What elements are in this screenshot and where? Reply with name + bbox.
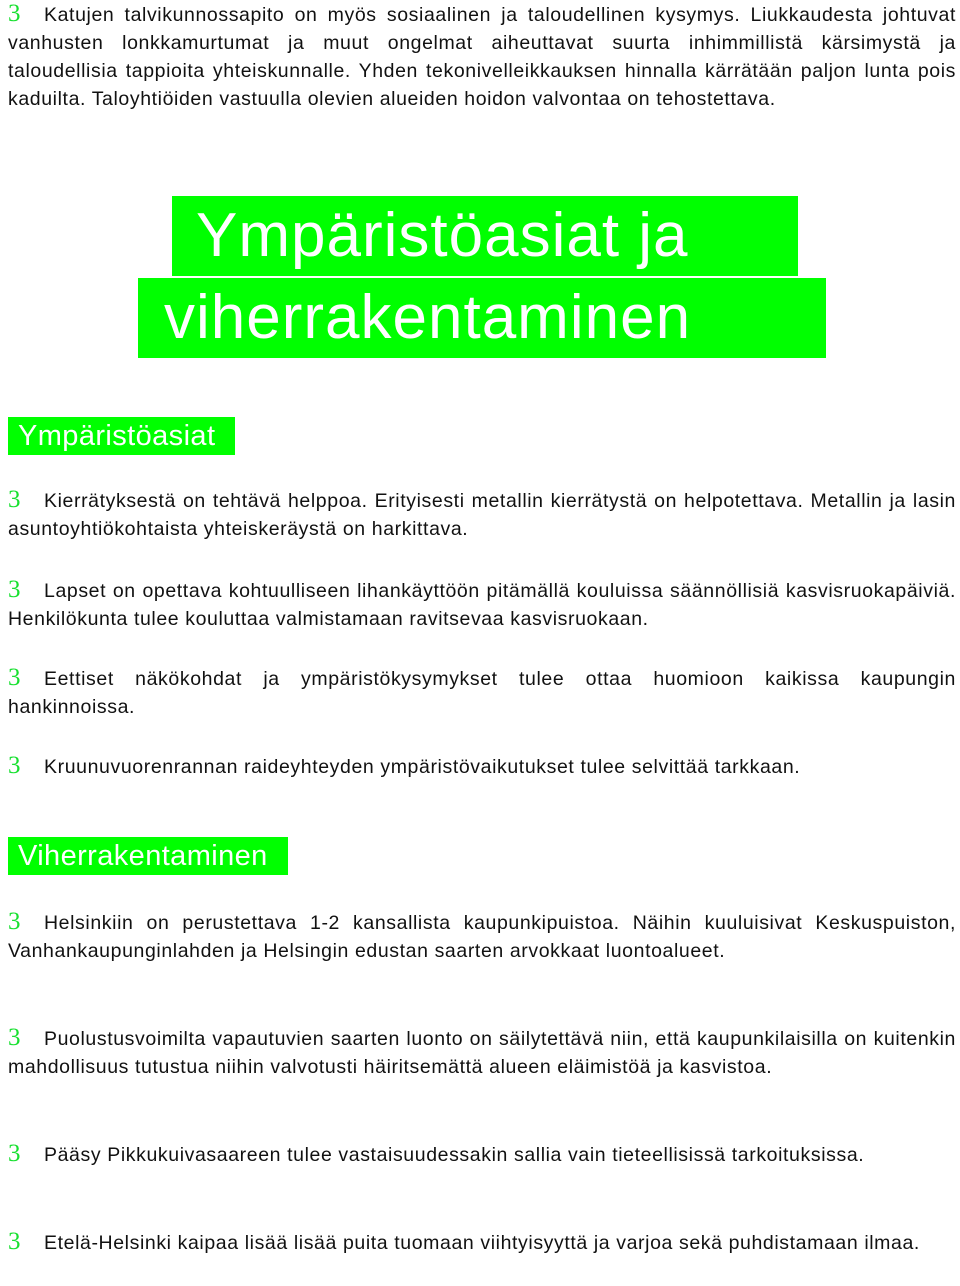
list-item-text: Kierrätyksestä on tehtävä helppoa. Erityisesti metallin kierrätystä on helpotettava. Metallin ja lasin asuntoyhtiökohtaista yhteiskeräystä on harkittava. bbox=[8, 490, 956, 540]
list-item bbox=[8, 486, 956, 543]
intro-paragraph bbox=[8, 0, 956, 113]
bullet-marker: 3 bbox=[8, 576, 22, 603]
list-item-text: Eettiset näkökohdat ja ympäristökysymykset tulee ottaa huomioon kaikissa kaupungin hankinnoissa. bbox=[8, 668, 956, 718]
list-item bbox=[8, 664, 956, 721]
list-item bbox=[8, 576, 956, 633]
main-title-line-1: Ympäristöasiat ja bbox=[172, 196, 798, 276]
list-item bbox=[8, 1024, 956, 1081]
bullet-marker: 3 bbox=[8, 486, 22, 513]
list-item-text: Puolustusvoimilta vapautuvien saarten luonto on säilytettävä niin, että kaupunkilaisilla on kuitenkin mahdollisuus tutustua niihin valvotusti häiritsemättä alueen eläimistöä ja kasvistoa. bbox=[8, 1028, 956, 1078]
list-item bbox=[8, 1228, 956, 1257]
section-heading-green-construction: Viherrakentaminen bbox=[8, 837, 288, 875]
bullet-marker: 3 bbox=[8, 1140, 22, 1167]
main-title-line-2: viherrakentaminen bbox=[138, 278, 826, 358]
section-heading-environment: Ympäristöasiat bbox=[8, 417, 235, 455]
list-item-text: Etelä-Helsinki kaipaa lisää lisää puita tuomaan viihtyisyyttä ja varjoa sekä puhdistamaan ilmaa. bbox=[44, 1232, 920, 1254]
list-item bbox=[8, 752, 956, 781]
bullet-marker: 3 bbox=[8, 664, 22, 691]
list-item bbox=[8, 908, 956, 965]
list-item-text: Lapset on opettava kohtuulliseen lihankäyttöön pitämällä kouluissa säännöllisiä kasvisruokapäiviä. Henkilökunta tulee kouluttaa valmistamaan ravitsevaa kasvisruokaan. bbox=[8, 580, 956, 630]
bullet-marker: 3 bbox=[8, 1024, 22, 1051]
bullet-marker: 3 bbox=[8, 752, 22, 779]
bullet-marker: 3 bbox=[8, 0, 22, 27]
bullet-marker: 3 bbox=[8, 1228, 22, 1255]
list-item-text: Kruunuvuorenrannan raideyhteyden ympäristövaikutukset tulee selvittää tarkkaan. bbox=[44, 756, 801, 778]
bullet-marker: 3 bbox=[8, 908, 22, 935]
list-item-text: Pääsy Pikkukuivasaareen tulee vastaisuudessakin sallia vain tieteellisissä tarkoituksissa. bbox=[44, 1144, 865, 1166]
list-item-text: Helsinkiin on perustettava 1-2 kansallista kaupunkipuistoa. Näihin kuuluisivat Keskuspuiston, Vanhankaupunginlahden ja Helsingin edustan saarten arvokkaat luontoalueet. bbox=[8, 912, 956, 962]
paragraph-text: Katujen talvikunnossapito on myös sosiaalinen ja taloudellinen kysymys. Liukkaudesta johtuvat vanhusten lonkkamurtumat ja muut ongelmat aiheuttavat suurta inhimmillistä kärsimystä ja taloudellisia tappioita yhteiskunnalle. Yhden tekonivelleikkauksen hinnalla kärrätään paljon lunta pois kaduilta. Taloyhtiöiden vastuulla olevien alueiden hoidon valvontaa on tehostettava. bbox=[8, 4, 956, 110]
list-item bbox=[8, 1140, 956, 1169]
